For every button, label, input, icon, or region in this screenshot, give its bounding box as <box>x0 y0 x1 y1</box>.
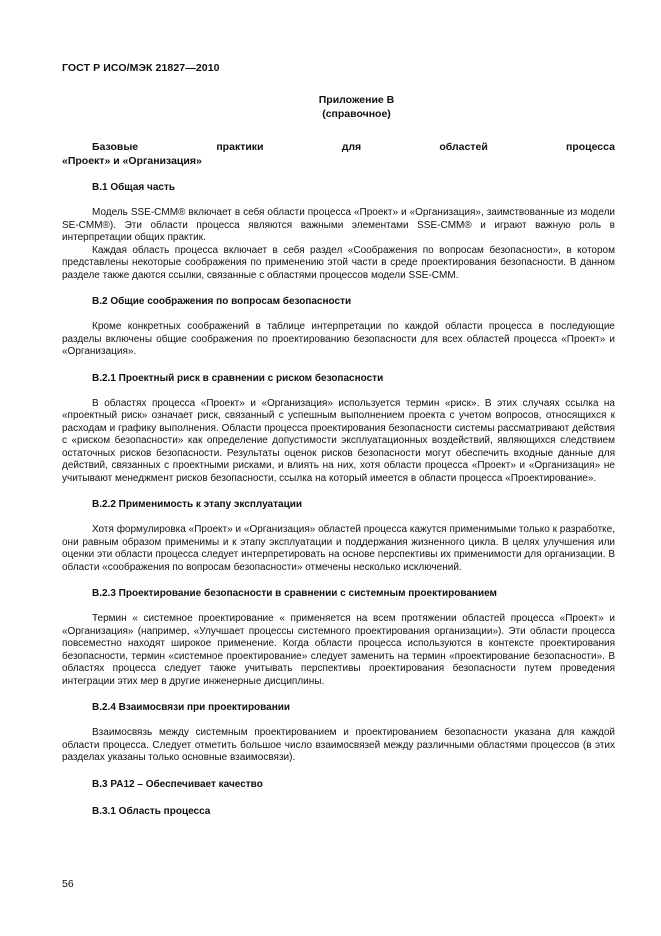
section-heading-b2-3: В.2.3 Проектирование безопасности в сравнении с системным проектированием <box>92 588 497 599</box>
paragraph: В областях процесса «Проект» и «Организация» используется термин «риск». В этих случаях ссылка на «проектный риск» означает риск, связанный с успешным выполнением проекта с учетом вопросов, относящихся к расходам и графику выполнения. Области процесса проектирования безопасности системы рассматривают действия с «риском безопасности» как определение допустимости эксплуатационных воздействий, являющихся следствием остаточных рисков безопасности. Результаты оценок рисков безопасности могут обеспечить входные данные для действий, связанных с проектными рисками, и влиять на них, хотя области процесса «Проект» и «Организация» не учитывают менеджмент рисков безопасности, ссылка на который имеется в области процесса «Проектирование». <box>62 397 615 484</box>
section-heading-b3-1: В.3.1 Область процесса <box>92 805 211 817</box>
annex-label: Приложение В <box>318 94 395 106</box>
annex-title-line1 <box>62 140 615 154</box>
section-heading-b2-2: В.2.2 Применимость к этапу эксплуатации <box>92 499 303 510</box>
paragraph: Кроме конкретных соображений в таблице интерпретации по каждой области процесса в последующие разделы включены общие соображения по проектированию безопасности для всех областей процесса «Проект» и «Организация». <box>62 321 615 357</box>
section-body-b2-3 <box>62 613 615 688</box>
section-heading-b3: В.3 PA12 – Обеспечивает качество <box>92 778 263 790</box>
document-code: ГОСТ Р ИСО/МЭК 21827—2010 <box>62 62 220 74</box>
paragraph: Хотя формулировка «Проект» и «Организация» областей процесса кажутся применимыми только к разработке, они равным образом применимы и к этапу эксплуатации и поддержания жизненного цикла. В целях улучшения или оценки эти области процесса следует интерпретировать на основе перспективы их применимости для организации. В области «соображения по вопросам безопасности» отмечены несколько исключений. <box>62 524 615 573</box>
title-word: для <box>341 141 362 153</box>
paragraph: Термин « системное проектирование « применяется на всем протяжении областей процесса «Проект» и «Организация» (например, «Улучшает процессы системного проектирования организации»). Эти области процесса повсеместно находят широкое применение. Когда области процесса используются в контексте проектирования безопасности, термин «системное проектирование» следует заменить на термин «проектирование безопасности». В областях процесса следует также учитывать перспективы проектирования безопасности путем проведения интеграции этих мер в другие инженерные дисциплины. <box>62 613 615 687</box>
paragraph: Взаимосвязь между системным проектированием и проектированием безопасности указана для каждой области процесса. Следует отметить большое число взаимосвязей между различными областями процессов (в этих разделах указаны только основные взаимосвязи). <box>62 727 615 763</box>
title-word: процесса <box>565 141 615 153</box>
annex-note: (справочное) <box>322 108 391 120</box>
section-heading-b2: В.2 Общие соображения по вопросам безопасности <box>92 296 352 307</box>
title-word: Базовые <box>92 141 139 153</box>
section-heading-b2-1: В.2.1 Проектный риск в сравнении с риском безопасности <box>92 372 384 384</box>
section-body-b1 <box>62 207 615 282</box>
document-page <box>62 62 615 819</box>
section-body-b2 <box>62 321 615 359</box>
title-word: практики <box>216 141 264 153</box>
title-word: областей <box>439 141 488 153</box>
annex-title <box>62 140 615 168</box>
annex-block <box>62 93 615 121</box>
section-body-b2-1 <box>62 398 615 486</box>
paragraph: Каждая область процесса включает в себя раздел «Соображения по вопросам безопасности», в котором представлены некоторые соображения по применению этой части в среде проектирования безопасности. В данном разделе также даются ссылки, связанные с областями процессов модели SSE-CMM. <box>62 244 615 281</box>
section-heading-b2-4: В.2.4 Взаимосвязи при проектировании <box>92 702 291 713</box>
section-body-b2-2 <box>62 524 615 574</box>
page-number: 56 <box>62 878 74 890</box>
section-body-b2-4 <box>62 727 615 765</box>
annex-title-line2: «Проект» и «Организация» <box>62 155 202 167</box>
section-heading-b1: В.1 Общая часть <box>92 182 176 193</box>
paragraph: Модель SSE-CMM® включает в себя области процесса «Проект» и «Организация», заимствованные из модели SE-CMM®). Эти области процесса являются важными элементами SSE-CMM® и играют важную роль в интерпретации общих практик. <box>62 207 615 243</box>
